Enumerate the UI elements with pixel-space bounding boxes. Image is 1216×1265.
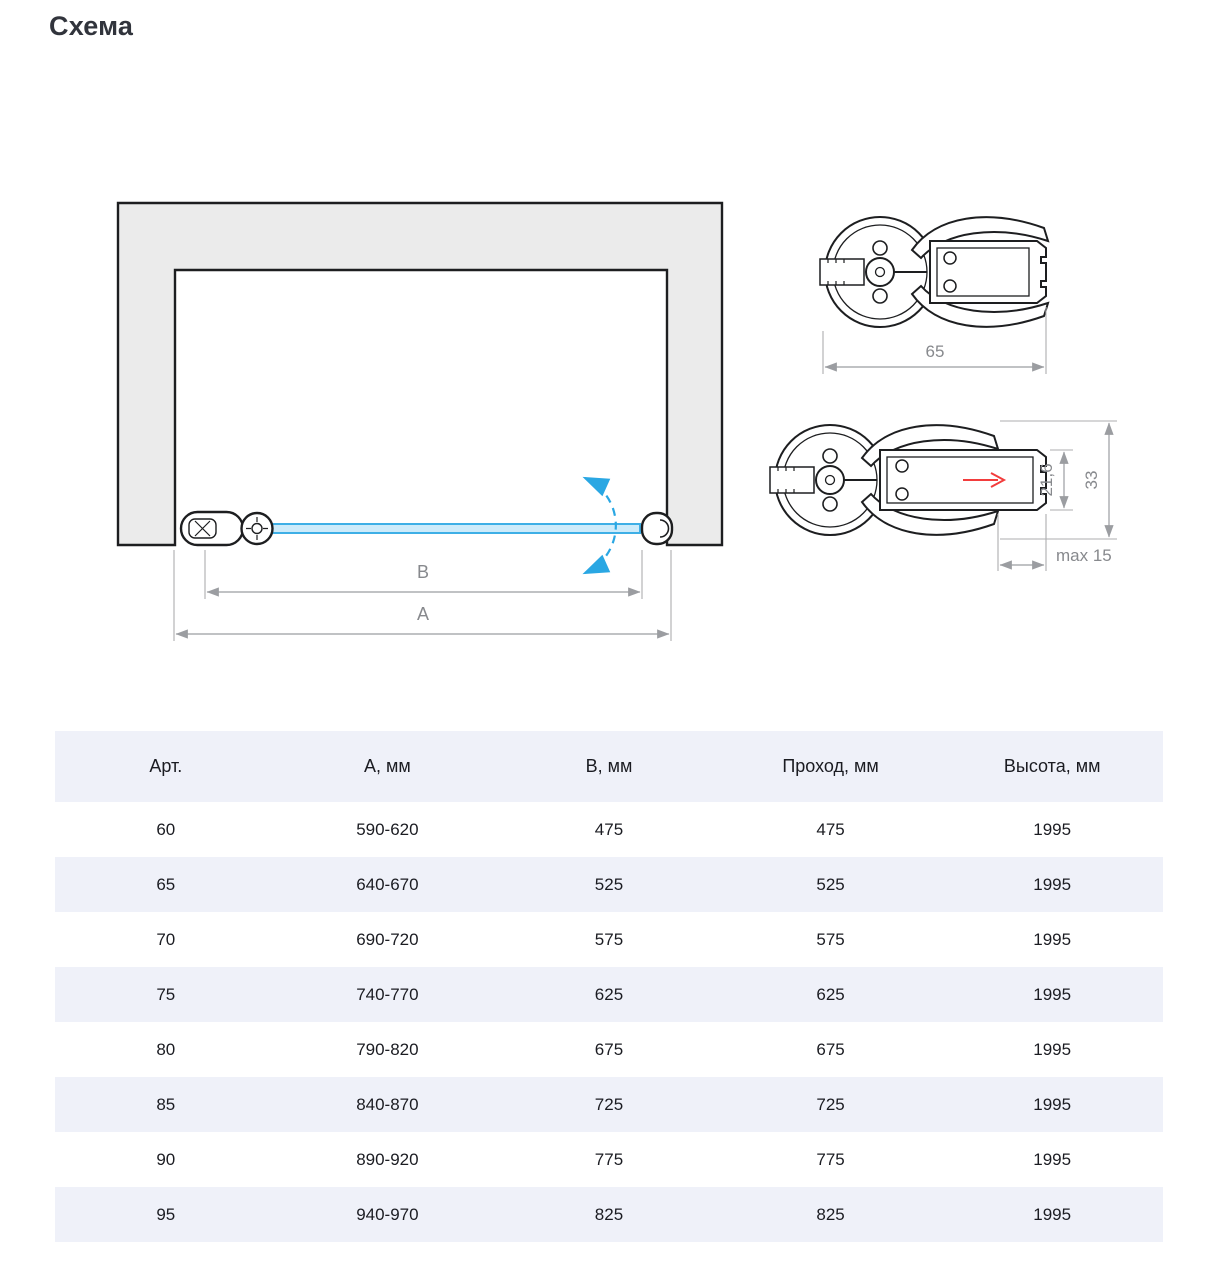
table-cell: 940-970: [356, 1204, 419, 1224]
table-cell: 85: [156, 1094, 176, 1114]
dimension-33-label: 33: [1082, 470, 1101, 490]
table-cell: 775: [594, 1149, 624, 1169]
table-header-cell-height: Высота, мм: [1003, 756, 1101, 776]
page-title: Схема: [49, 11, 134, 41]
table-cell: 575: [594, 929, 624, 949]
table-cell: 640-670: [356, 874, 419, 894]
table-row: [55, 912, 1163, 967]
table-cell: 1995: [1033, 1204, 1072, 1224]
table-row: [55, 1132, 1163, 1187]
table-cell: 1995: [1033, 1039, 1072, 1059]
dimension-max-15-label: max 15: [1056, 546, 1112, 565]
table-header-cell-art: Арт.: [149, 756, 183, 776]
table-cell: 690-720: [356, 929, 419, 949]
table-cell: 1995: [1033, 984, 1072, 1004]
table-cell: 675: [594, 1039, 624, 1059]
table-header-cell-b: В, мм: [585, 756, 633, 776]
table-header-cell-pass: Проход, мм: [782, 756, 879, 776]
table-header-row: [55, 731, 1163, 802]
room-plan-figure: [118, 203, 722, 641]
table-body: [55, 802, 1163, 1242]
table-cell: 60: [156, 819, 176, 839]
table-cell: 1995: [1033, 1094, 1072, 1114]
table-cell: 475: [816, 819, 845, 839]
glass-door: [272, 524, 640, 533]
scheme-drawing: [0, 190, 1216, 660]
table-cell: 625: [594, 984, 624, 1004]
table-cell: 525: [594, 874, 624, 894]
table-cell: 1995: [1033, 874, 1072, 894]
table-cell: 590-620: [356, 819, 419, 839]
dimension-b-label: B: [416, 562, 430, 582]
table-cell: 675: [816, 1039, 845, 1059]
table-cell: 1995: [1033, 929, 1072, 949]
table-header-cell-a: А, мм: [364, 756, 411, 776]
table-cell: 1995: [1033, 1149, 1072, 1169]
table-row: [55, 857, 1163, 912]
table-cell: 790-820: [356, 1039, 419, 1059]
table-cell: 890-920: [356, 1149, 419, 1169]
dimension-a: [176, 604, 669, 634]
left-wall-profile: [181, 512, 273, 545]
table-cell: 725: [594, 1094, 624, 1114]
table-cell: 475: [594, 819, 624, 839]
table-cell: 95: [156, 1204, 176, 1224]
table-row: [55, 802, 1163, 857]
table-cell: 575: [816, 929, 845, 949]
table-cell: 775: [816, 1149, 845, 1169]
table-cell: 740-770: [356, 984, 419, 1004]
table-cell: 825: [594, 1204, 624, 1224]
table-cell: 725: [816, 1094, 845, 1114]
table-cell: 1995: [1033, 819, 1072, 839]
dimension-65-label: 65: [925, 342, 945, 361]
table-row: [55, 1077, 1163, 1132]
table-cell: 825: [816, 1204, 845, 1224]
table-cell: 525: [816, 874, 845, 894]
profile-side-view-figure: [770, 421, 1117, 571]
table-cell: 90: [156, 1149, 176, 1169]
table-cell: 70: [156, 929, 176, 949]
table-row: [55, 1187, 1163, 1242]
table-cell: 840-870: [356, 1094, 419, 1114]
dimension-a-label: A: [416, 604, 430, 624]
table-cell: 75: [156, 984, 176, 1004]
dimension-max-15: [998, 514, 1112, 571]
wall: [118, 203, 722, 545]
table-cell: 65: [156, 874, 176, 894]
table-row: [55, 967, 1163, 1022]
dimension-21-6-label: 21,6: [1037, 463, 1056, 497]
table-cell: 625: [816, 984, 845, 1004]
spec-table: [55, 731, 1163, 1242]
profile-top-view-figure: [820, 217, 1048, 374]
table-row: [55, 1022, 1163, 1077]
dimension-b: [207, 562, 640, 592]
right-wall-profile: [642, 513, 672, 544]
table-cell: 80: [156, 1039, 176, 1059]
